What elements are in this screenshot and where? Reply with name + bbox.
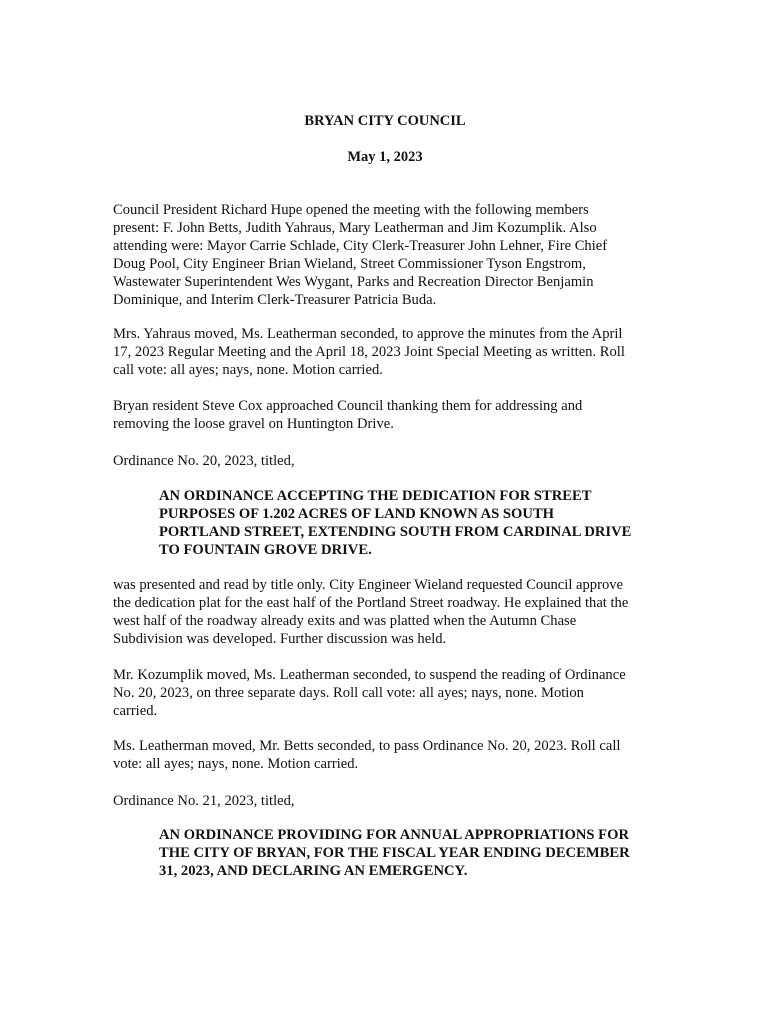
text-line: call vote: all ayes; nays, none. Motion carried.	[113, 362, 383, 378]
meeting-date: May 1, 2023	[347, 149, 423, 165]
text-line: 17, 2023 Regular Meeting and the April 18, 2023 Joint Special Meeting as written. Roll	[113, 344, 625, 360]
text-line: the dedication plat for the east half of the Portland Street roadway. He explained that the	[113, 595, 629, 611]
ordinance-20-intro	[113, 452, 658, 470]
resident-comment-paragraph	[113, 397, 658, 433]
text-line: PORTLAND STREET, EXTENDING SOUTH FROM CARDINAL DRIVE	[159, 524, 632, 540]
text-line: Mr. Kozumplik moved, Ms. Leatherman seconded, to suspend the reading of Ordinance	[113, 667, 626, 683]
text-line: 31, 2023, AND DECLARING AN EMERGENCY.	[159, 863, 468, 879]
text-line: Ordinance No. 21, 2023, titled,	[113, 793, 295, 809]
ordinance-20-title	[159, 487, 659, 559]
text-line: carried.	[113, 703, 158, 719]
text-line: attending were: Mayor Carrie Schlade, City Clerk-Treasurer John Lehner, Fire Chief	[113, 238, 608, 254]
text-line: removing the loose gravel on Huntington Drive.	[113, 416, 394, 432]
text-line: Dominique, and Interim Clerk-Treasurer Patricia Buda.	[113, 292, 437, 308]
document-title: BRYAN CITY COUNCIL	[304, 113, 466, 129]
text-line: TO FOUNTAIN GROVE DRIVE.	[159, 542, 372, 558]
text-line: AN ORDINANCE ACCEPTING THE DEDICATION FOR STREET	[159, 488, 592, 504]
text-line: Subdivision was developed. Further discussion was held.	[113, 631, 447, 647]
text-line: Bryan resident Steve Cox approached Council thanking them for addressing and	[113, 398, 583, 414]
text-line: No. 20, 2023, on three separate days. Roll call vote: all ayes; nays, none. Motion	[113, 685, 584, 701]
attendance-paragraph	[113, 201, 658, 309]
text-line: west half of the roadway already exits and was platted when the Autumn Chase	[113, 613, 577, 629]
text-line: PURPOSES OF 1.202 ACRES OF LAND KNOWN AS SOUTH	[159, 506, 555, 522]
text-line: Wastewater Superintendent Wes Wygant, Parks and Recreation Director Benjamin	[113, 274, 594, 290]
text-line: Council President Richard Hupe opened the meeting with the following members	[113, 202, 589, 218]
ordinance-20-pass-motion	[113, 737, 658, 773]
text-line: was presented and read by title only. City Engineer Wieland requested Council approve	[113, 577, 624, 593]
ordinance-21-title	[159, 826, 659, 880]
ordinance-20-suspend-motion	[113, 666, 658, 720]
text-line: Ms. Leatherman moved, Mr. Betts seconded, to pass Ordinance No. 20, 2023. Roll call	[113, 738, 621, 754]
ordinance-21-intro	[113, 792, 658, 810]
text-line: Mrs. Yahraus moved, Ms. Leatherman seconded, to approve the minutes from the April	[113, 326, 623, 342]
minutes-approval-paragraph	[113, 325, 658, 379]
text-line: present: F. John Betts, Judith Yahraus, Mary Leatherman and Jim Kozumplik. Also	[113, 220, 597, 236]
text-line: Ordinance No. 20, 2023, titled,	[113, 453, 295, 469]
text-line: AN ORDINANCE PROVIDING FOR ANNUAL APPROPRIATIONS FOR	[159, 827, 629, 843]
text-line: vote: all ayes; nays, none. Motion carried.	[113, 756, 359, 772]
ordinance-20-discussion	[113, 576, 658, 648]
text-line: Doug Pool, City Engineer Brian Wieland, Street Commissioner Tyson Engstrom,	[113, 256, 586, 272]
text-line: THE CITY OF BRYAN, FOR THE FISCAL YEAR ENDING DECEMBER	[159, 845, 630, 861]
